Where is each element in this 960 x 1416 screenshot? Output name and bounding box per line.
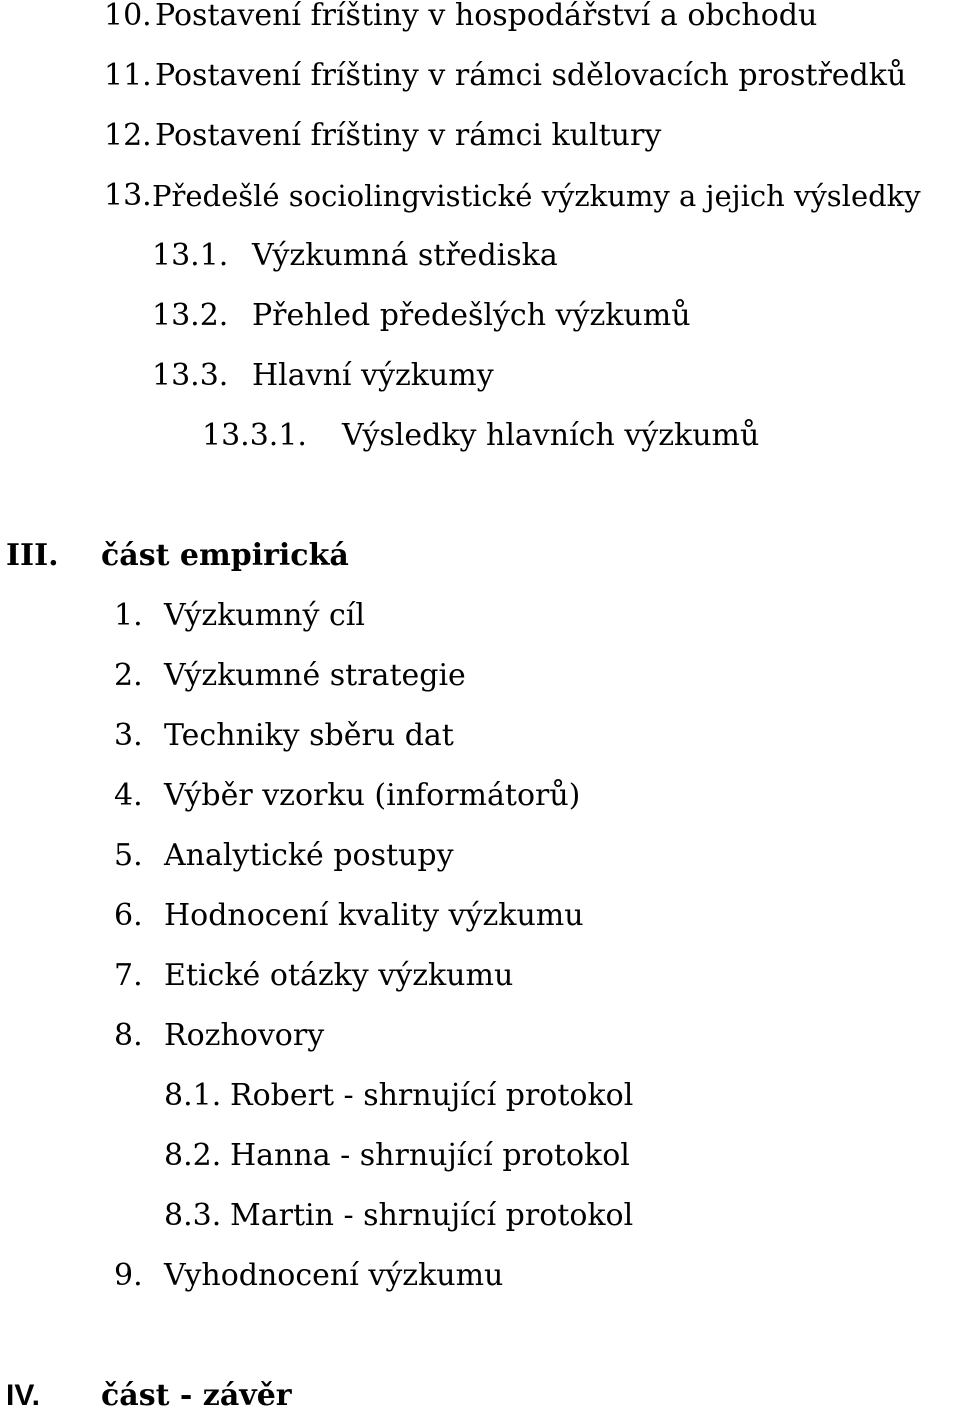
toc-entry-number: 6. (114, 898, 143, 933)
toc-entry-title: Hanna - shrnující protokol (230, 1138, 630, 1173)
toc-entry-title: Hlavní výzkumy (252, 358, 494, 393)
toc-entry-title: Výzkumná střediska (252, 238, 558, 273)
toc-entry-number: 13.1. (152, 238, 229, 273)
toc-entry-number: 2. (114, 658, 143, 693)
part-title: část - závěr (101, 1378, 292, 1413)
toc-entry-number: 8.3. (164, 1198, 222, 1233)
toc-entry-title: Hodnocení kvality výzkumu (164, 898, 584, 933)
toc-entry-title: Výzkumný cíl (164, 598, 365, 633)
toc-entry-title: Vyhodnocení výzkumu (164, 1258, 504, 1293)
toc-entry-number: 4. (114, 778, 143, 813)
toc-entry-number: 13.3. (152, 358, 229, 393)
toc-entry-number: 8. (114, 1018, 143, 1053)
part-numeral: III. (6, 538, 59, 573)
toc-entry-number: 13.3.1. (202, 418, 307, 453)
toc-entry-title: Robert - shrnující protokol (230, 1078, 634, 1113)
toc-entry-number: 8.2. (164, 1138, 222, 1173)
toc-entry-title: Přehled předešlých výzkumů (252, 298, 691, 333)
toc-entry-title: Analytické postupy (164, 838, 454, 873)
toc-entry-number: 5. (114, 838, 143, 873)
toc-entry-title: Martin - shrnující protokol (230, 1198, 634, 1233)
toc-entry-number: 7. (114, 958, 143, 993)
toc-entry-title: Techniky sběru dat (164, 718, 454, 753)
toc-entry-title: Postavení fríštiny v hospodářství a obchodu (155, 0, 818, 33)
part-numeral: IV. (6, 1379, 40, 1412)
toc-entry-title: Výsledky hlavních výzkumů (342, 418, 760, 453)
toc-entry-number: 1. (114, 598, 143, 633)
toc-entry-number: 13. (104, 178, 152, 213)
toc-entry-title: Předešlé sociolingvistické výzkumy a jejich výsledky (152, 179, 921, 213)
toc-entry-number: 9. (114, 1258, 143, 1293)
toc-entry-title: Postavení fríštiny v rámci sdělovacích prostředků (155, 58, 907, 93)
toc-entry-number: 12. (104, 118, 152, 153)
toc-entry-number: 11. (104, 58, 152, 93)
toc-entry-number: 3. (114, 718, 143, 753)
toc-entry-title: Rozhovory (164, 1018, 325, 1053)
toc-entry-title: Postavení fríštiny v rámci kultury (155, 118, 662, 153)
part-title: část empirická (101, 538, 349, 573)
toc-entry-title: Výběr vzorku (informátorů) (164, 778, 581, 813)
toc-entry-title: Výzkumné strategie (164, 658, 466, 693)
toc-entry-title: Etické otázky výzkumu (164, 958, 514, 993)
toc-entry-number: 13.2. (152, 298, 229, 333)
toc-entry-number: 8.1. (164, 1078, 222, 1113)
toc-entry-number: 10. (104, 0, 152, 33)
